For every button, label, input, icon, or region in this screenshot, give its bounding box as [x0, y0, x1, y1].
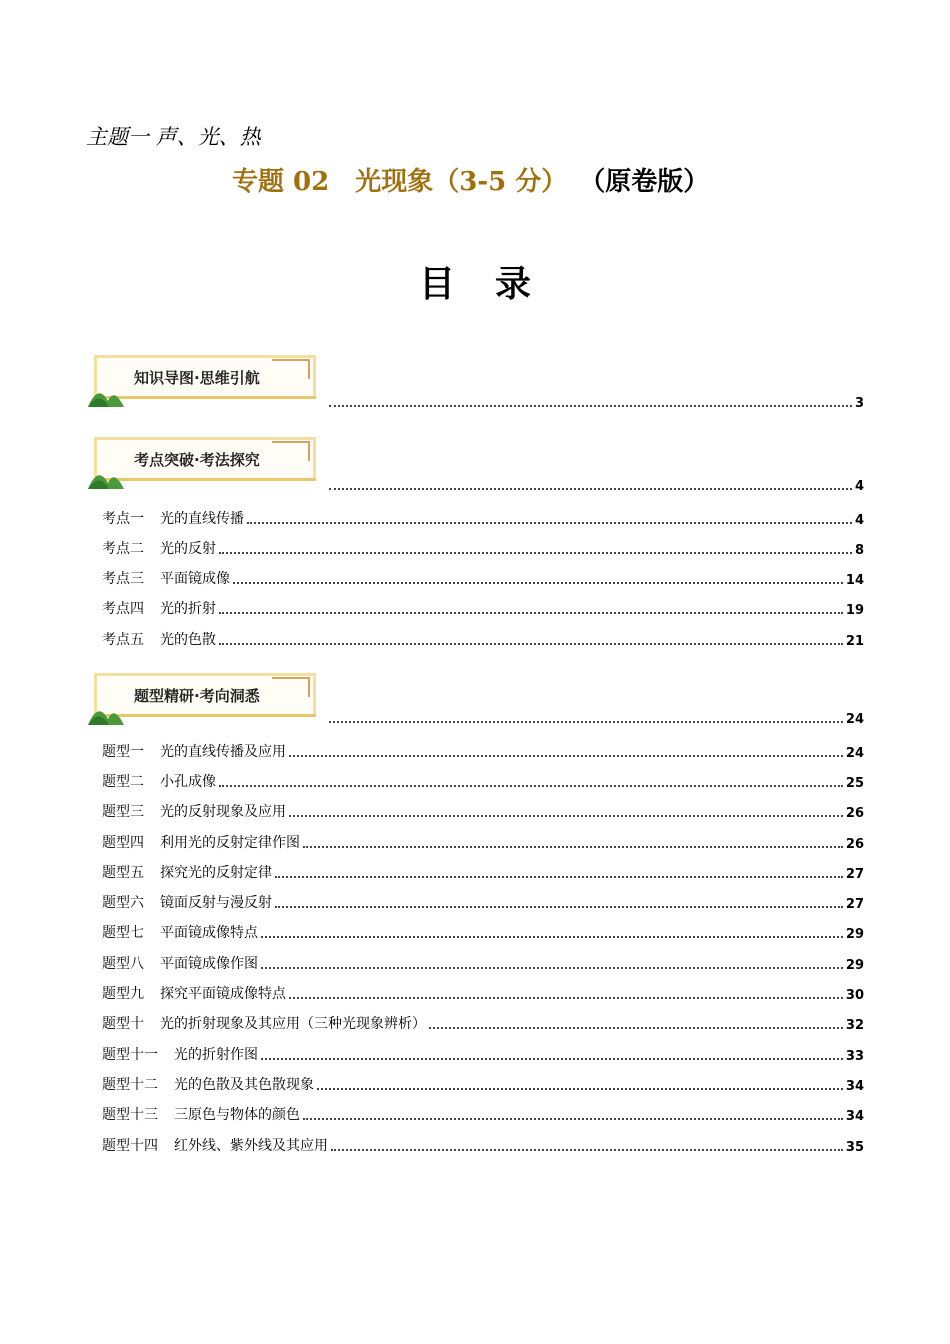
section-banner-keypoints[interactable]	[88, 437, 320, 493]
leader-dots	[317, 1088, 843, 1090]
page-number: 21	[845, 634, 864, 649]
entry-key: 题型四	[102, 835, 144, 851]
section-banner-label: 考点突破·考法探究	[134, 451, 260, 469]
toc-entry[interactable]	[102, 1074, 864, 1094]
entry-title: 镜面反射与漫反射	[160, 895, 272, 911]
leader-dots	[219, 552, 852, 554]
title-topic-number: 专题 02	[232, 167, 330, 197]
toc-entry[interactable]	[102, 508, 864, 528]
toc-entry[interactable]	[102, 922, 864, 942]
leader-dots	[233, 582, 843, 584]
entry-key: 题型一	[102, 744, 144, 760]
entry-title: 探究平面镜成像特点	[160, 986, 286, 1002]
page-number: 33	[845, 1049, 864, 1064]
page-number: 27	[845, 897, 864, 912]
hills-icon	[88, 695, 128, 725]
toc-entry[interactable]	[102, 983, 864, 1003]
toc-heading: 目录	[418, 264, 571, 305]
page-number: 29	[845, 958, 864, 973]
leader-dots	[329, 488, 852, 490]
toc-entry[interactable]	[102, 892, 864, 912]
entry-title: 光的色散	[160, 632, 216, 648]
entry-title: 光的折射	[160, 601, 216, 617]
toc-entry[interactable]	[102, 771, 864, 791]
entry-key: 题型五	[102, 865, 144, 881]
toc-entry[interactable]	[102, 568, 864, 588]
entry-key: 考点四	[102, 601, 144, 617]
page-number: 30	[845, 988, 864, 1003]
document-title	[232, 161, 709, 198]
banner-tab-decoration	[272, 677, 310, 697]
entry-title: 三原色与物体的颜色	[174, 1107, 300, 1123]
toc-entry[interactable]	[102, 1013, 864, 1033]
page-number: 29	[845, 927, 864, 942]
entry-title: 平面镜成像作图	[160, 956, 258, 972]
leader-dots	[275, 906, 843, 908]
page-number: 27	[845, 867, 864, 882]
theme-label: 主题一 声、光、热	[86, 125, 261, 149]
page-number: 26	[845, 806, 864, 821]
toc-entry[interactable]	[102, 598, 864, 618]
toc-entry[interactable]	[102, 1104, 864, 1124]
entry-key: 考点一	[102, 511, 144, 527]
entry-title: 光的反射	[160, 541, 216, 557]
entry-key: 题型九	[102, 986, 144, 1002]
leader-dots	[329, 405, 852, 407]
entry-title: 平面镜成像	[160, 571, 230, 587]
toc-entry[interactable]	[102, 832, 864, 852]
entry-key: 题型二	[102, 774, 144, 790]
entry-title: 光的直线传播	[160, 511, 244, 527]
leader-dots	[261, 967, 843, 969]
entry-key: 题型八	[102, 956, 144, 972]
entry-key: 题型六	[102, 895, 144, 911]
page-number: 3	[854, 396, 864, 411]
entry-title: 探究光的反射定律	[160, 865, 272, 881]
leader-dots	[219, 643, 843, 645]
section-banner-label: 知识导图·思维引航	[134, 369, 260, 387]
leader-dots	[289, 755, 843, 757]
leader-dots	[219, 785, 843, 787]
leader-dots	[247, 522, 852, 524]
entry-title: 光的反射现象及应用	[160, 804, 286, 820]
leader-dots	[289, 997, 843, 999]
toc-entry[interactable]	[102, 953, 864, 973]
page-number: 34	[845, 1109, 864, 1124]
toc-entry[interactable]	[102, 1044, 864, 1064]
page-number: 8	[854, 543, 864, 558]
title-topic-name: 光现象（3-5 分）	[355, 167, 568, 197]
entry-key: 题型十一	[102, 1047, 158, 1063]
leader-dots	[261, 1058, 843, 1060]
banner-tab-decoration	[272, 359, 310, 379]
title-edition: （原卷版）	[579, 167, 710, 197]
entry-title: 光的直线传播及应用	[160, 744, 286, 760]
section-banner-question-types[interactable]	[88, 673, 320, 729]
toc-section-entry[interactable]	[326, 712, 864, 727]
entry-title: 红外线、紫外线及其应用	[174, 1138, 328, 1154]
leader-dots	[303, 846, 843, 848]
leader-dots	[219, 612, 843, 614]
page-number: 32	[845, 1018, 864, 1033]
toc-entry[interactable]	[102, 629, 864, 649]
entry-key: 考点三	[102, 571, 144, 587]
toc-entry[interactable]	[102, 538, 864, 558]
toc-entry[interactable]	[102, 1135, 864, 1155]
entry-key: 考点五	[102, 632, 144, 648]
entry-key: 题型十四	[102, 1138, 158, 1154]
leader-dots	[331, 1149, 843, 1151]
toc-entry[interactable]	[102, 741, 864, 761]
leader-dots	[429, 1027, 843, 1029]
page-number: 4	[854, 479, 864, 494]
toc-entry[interactable]	[102, 801, 864, 821]
entry-key: 题型十二	[102, 1077, 158, 1093]
section-banner-mindmap[interactable]	[88, 355, 320, 411]
leader-dots	[275, 876, 843, 878]
page-number: 24	[845, 712, 864, 727]
page-number: 25	[845, 776, 864, 791]
entry-title: 小孔成像	[160, 774, 216, 790]
page-number: 19	[845, 603, 864, 618]
hills-icon	[88, 459, 128, 489]
entry-title: 光的色散及其色散现象	[174, 1077, 314, 1093]
banner-tab-decoration	[272, 441, 310, 461]
page-number: 4	[854, 513, 864, 528]
page-number: 34	[845, 1079, 864, 1094]
entry-key: 题型七	[102, 925, 144, 941]
leader-dots	[289, 815, 843, 817]
entry-key: 题型三	[102, 804, 144, 820]
page-number: 14	[845, 573, 864, 588]
entry-title: 利用光的反射定律作图	[160, 835, 300, 851]
leader-dots	[329, 721, 843, 723]
entry-key: 考点二	[102, 541, 144, 557]
toc-section-entry[interactable]	[326, 479, 864, 494]
toc-entry[interactable]	[102, 862, 864, 882]
toc-section-entry[interactable]	[326, 396, 864, 411]
leader-dots	[303, 1118, 843, 1120]
entry-key: 题型十三	[102, 1107, 158, 1123]
hills-icon	[88, 377, 128, 407]
page-number: 24	[845, 746, 864, 761]
page-number: 26	[845, 837, 864, 852]
entry-title: 平面镜成像特点	[160, 925, 258, 941]
entry-title: 光的折射作图	[174, 1047, 258, 1063]
page-number: 35	[845, 1140, 864, 1155]
section-banner-label: 题型精研·考向洞悉	[134, 687, 260, 705]
entry-title: 光的折射现象及其应用（三种光现象辨析）	[160, 1016, 426, 1032]
leader-dots	[261, 936, 843, 938]
entry-key: 题型十	[102, 1016, 144, 1032]
